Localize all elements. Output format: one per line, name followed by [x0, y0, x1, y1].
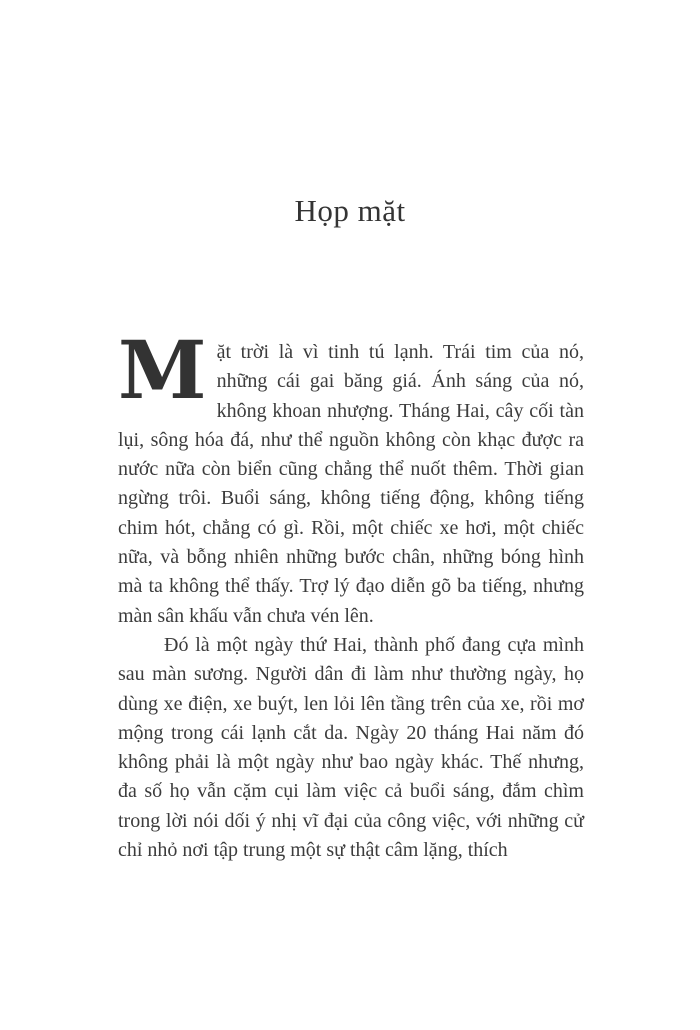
paragraph-first — [118, 323, 584, 631]
chapter-title: Họp mặt — [294, 193, 406, 228]
drop-cap: M — [118, 323, 207, 417]
body-text — [118, 323, 584, 865]
paragraph-second: Đó là một ngày thứ Hai, thành phố đang cựa mình sau màn sương. Người dân đi làm như thường ngày, họ dùng xe điện, xe buýt, len lỏi lên tầng trên của xe, rồi mơ mộng trong cái lạnh cắt da. Ngày 20 tháng Hai năm đó không phải là một ngày như bao ngày khác. Thế nhưng, đa số họ vẫn cặm cụi làm việc cả buổi sáng, đắm chìm trong lời nói dối ý nhị vĩ đại của công việc, với những cử chỉ nhỏ nơi tập trung một sự thật câm lặng, thích — [118, 633, 584, 862]
paragraph-first-text: ặt trời là vì tinh tú lạnh. Trái tim của nó, những cái gai băng giá. Ánh sáng của nó, không khoan nhượng. Tháng Hai, cây cối tàn lụi, sông hóa đá, như thể nguồn không còn khạc được ra nước nữa còn biển cũng chẳng thể nuốt thêm. Thời gian ngừng trôi. Buổi sáng, không tiếng động, không tiếng chim hót, chẳng có gì. Rồi, một chiếc xe hơi, một chiếc nữa, và bỗng nhiên những bước chân, những bóng hình mà ta không thể thấy. Trợ lý đạo diễn gõ ba tiếng, nhưng màn sân khấu vẫn chưa vén lên. — [118, 341, 584, 627]
